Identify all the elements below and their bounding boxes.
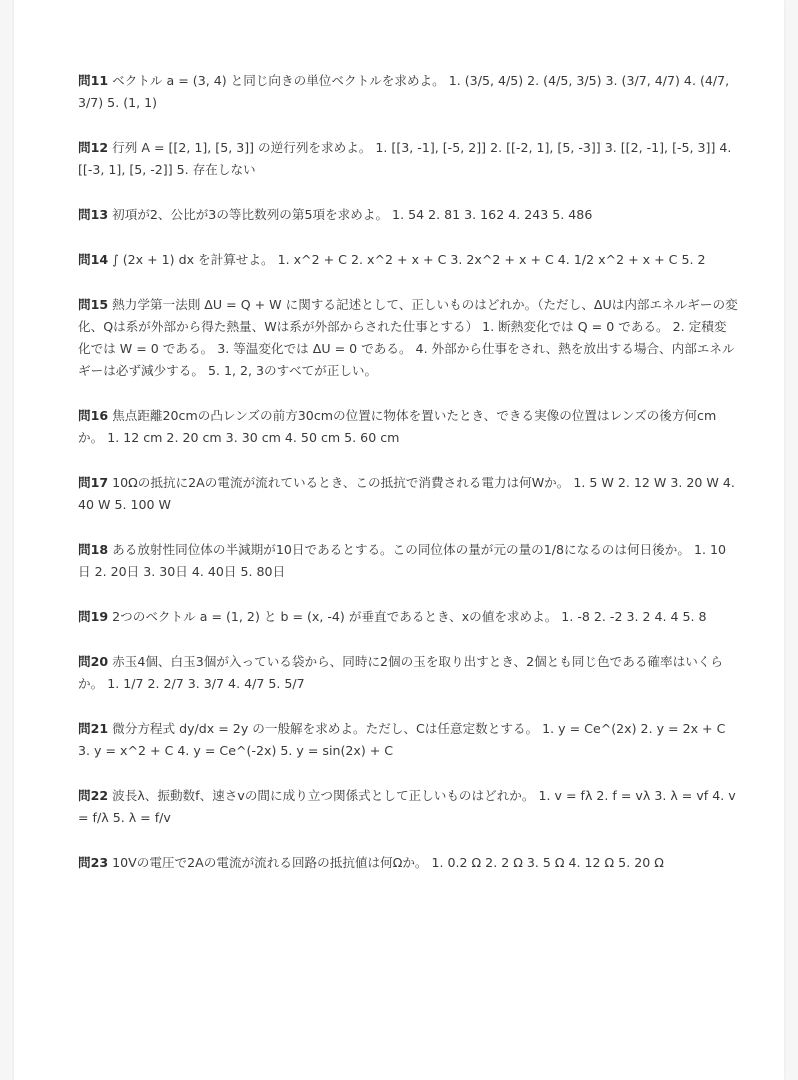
question-number: 問12 <box>78 140 109 155</box>
question-text: 熱力学第一法則 ΔU = Q + W に関する記述として、正しいものはどれか。（ただし、ΔUは内部エネルギーの変化、Qは系が外部から得た熱量、Wは系が外部からされた仕事とする） 1. 断熱変化では Q = 0 である。 2. 定積変化では W = 0 である。 3. 等温変化では ΔU = 0 である。 4. 外部から仕事をされ、熱を放出する場合、内部エネルギーは必ず減少する。 5. 1, 2, 3のすべてが正しい。 <box>78 297 738 378</box>
question-19 <box>78 606 738 628</box>
question-number: 問17 <box>78 475 109 490</box>
question-16 <box>78 405 738 449</box>
question-number: 問15 <box>78 297 109 312</box>
question-number: 問22 <box>78 788 109 803</box>
question-18 <box>78 539 738 583</box>
question-text: 焦点距離20cmの凸レンズの前方30cmの位置に物体を置いたとき、できる実像の位置はレンズの後方何cmか。 1. 12 cm 2. 20 cm 3. 30 cm 4. 50 cm 5. 60 cm <box>78 408 717 445</box>
question-14 <box>78 249 738 271</box>
question-number: 問21 <box>78 721 109 736</box>
question-text: 行列 A = [[2, 1], [5, 3]] の逆行列を求めよ。 1. [[3, -1], [-5, 2]] 2. [[-2, 1], [5, -3]] 3. [[2, -1], [-5, 3]] 4. [[-3, 1], [5, -2]] 5. 存在しない <box>78 140 732 177</box>
question-number: 問13 <box>78 207 109 222</box>
question-12 <box>78 137 738 181</box>
question-23 <box>78 852 738 874</box>
question-text: ∫ (2x + 1) dx を計算せよ。 1. x^2 + C 2. x^2 + x + C 3. 2x^2 + x + C 4. 1/2 x^2 + x + C 5. 2 <box>112 252 706 267</box>
question-17 <box>78 472 738 516</box>
question-22 <box>78 785 738 829</box>
question-text: 波長λ、振動数f、速さvの間に成り立つ関係式として正しいものはどれか。 1. v = fλ 2. f = vλ 3. λ = vf 4. v = f/λ 5. λ = f/v <box>78 788 736 825</box>
question-number: 問18 <box>78 542 109 557</box>
question-number: 問20 <box>78 654 109 669</box>
question-15 <box>78 294 738 382</box>
question-text: 赤玉4個、白玉3個が入っている袋から、同時に2個の玉を取り出すとき、2個とも同じ色である確率はいくらか。 1. 1/7 2. 2/7 3. 3/7 4. 4/7 5. 5/7 <box>78 654 723 691</box>
question-13 <box>78 204 738 226</box>
question-text: 2つのベクトル a = (1, 2) と b = (x, -4) が垂直であるとき、xの値を求めよ。 1. -8 2. -2 3. 2 4. 4 5. 8 <box>112 609 707 624</box>
question-text: 初項が2、公比が3の等比数列の第5項を求めよ。 1. 54 2. 81 3. 162 4. 243 5. 486 <box>112 207 593 222</box>
question-number: 問11 <box>78 73 109 88</box>
question-20 <box>78 651 738 695</box>
document-page <box>14 0 784 1080</box>
question-text: 10Ωの抵抗に2Aの電流が流れているとき、この抵抗で消費される電力は何Wか。 1. 5 W 2. 12 W 3. 20 W 4. 40 W 5. 100 W <box>78 475 735 512</box>
question-text: 微分方程式 dy/dx = 2y の一般解を求めよ。ただし、Cは任意定数とする。 1. y = Ce^(2x) 2. y = 2x + C 3. y = x^2 + C 4. y = Ce^(-2x) 5. y = sin(2x) + C <box>78 721 726 758</box>
question-text: ある放射性同位体の半減期が10日であるとする。この同位体の量が元の量の1/8になるのは何日後か。 1. 10日 2. 20日 3. 30日 4. 40日 5. 80日 <box>78 542 727 579</box>
question-21 <box>78 718 738 762</box>
question-11 <box>78 70 738 114</box>
question-number: 問16 <box>78 408 109 423</box>
question-text: 10Vの電圧で2Aの電流が流れる回路の抵抗値は何Ωか。 1. 0.2 Ω 2. 2 Ω 3. 5 Ω 4. 12 Ω 5. 20 Ω <box>112 855 664 870</box>
question-number: 問23 <box>78 855 109 870</box>
question-list <box>78 70 738 897</box>
question-number: 問19 <box>78 609 109 624</box>
question-number: 問14 <box>78 252 109 267</box>
question-text: ベクトル a = (3, 4) と同じ向きの単位ベクトルを求めよ。 1. (3/5, 4/5) 2. (4/5, 3/5) 3. (3/7, 4/7) 4. (4/7, 3/7) 5. (1, 1) <box>78 73 730 110</box>
